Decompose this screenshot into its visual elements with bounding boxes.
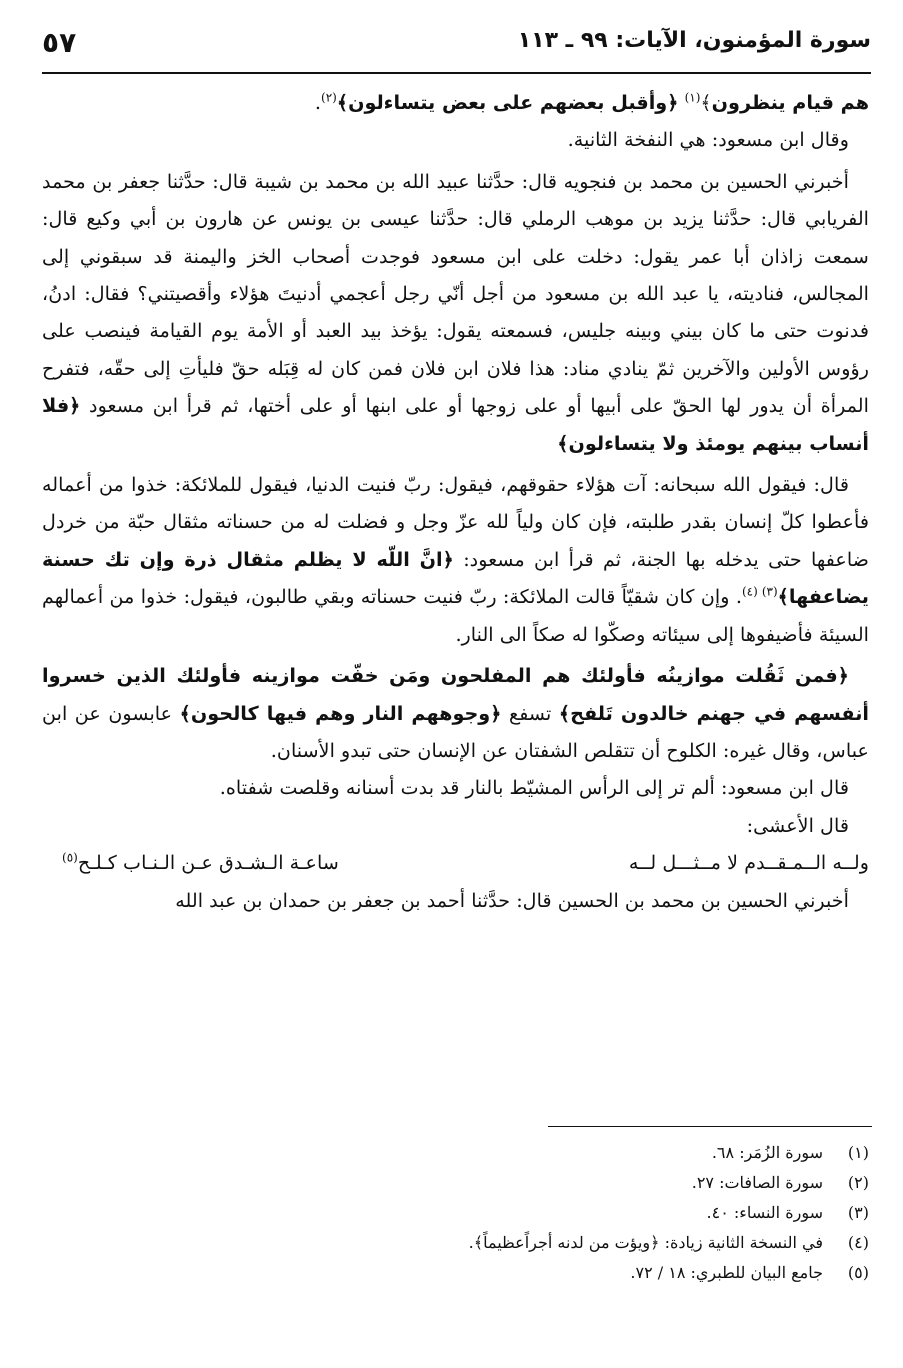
paragraph-1: هم قيام ينظرون﴾$^{(١)}$ ﴿وأقبل بعضهم على بعض يتساءلون﴾$^{(٢)}$. xyxy=(314,90,869,114)
footnote-item: (٢) سورة الصافات: ٢٧. xyxy=(691,1173,869,1192)
footnote-item: (٥) جامع البيان للطبري: ١٨ / ٧٢. xyxy=(630,1263,869,1282)
footnote-ref: (١) xyxy=(684,90,701,105)
quran-quote: ﴿انَّ اللّه لا يظلم مثقال ذرة وإن تك حسنة يضاعفها﴾ xyxy=(42,547,869,609)
verse-hemistich-left: ساعـة الـشـدق عـن الـنـاب كـلـح$^{(٥)}$ xyxy=(62,850,339,875)
footnotes xyxy=(42,1138,869,1288)
paragraph-5: ﴿فمن ثَقُلت موازينُه فأولئك هم المفلحون ومَن خفّت موازينه فأولئك الذين خسروا أنفسهم في جهنم خالدون تَلفح﴾ تسفع ﴿وجوههم النار وهم فيها كالحون﴾ عابسون عن ابن عباس، وقال غيره: الكلوح أن تتقلص الشفتان عن الإنسان حتى تبدو الأسنان. xyxy=(42,664,869,762)
footnote-item: (٣) سورة النساء: ٤٠. xyxy=(706,1203,869,1222)
paragraph-8: أخبرني الحسين بن محمد بن الحسين قال: حدَّثنا أحمد بن جعفر بن حمدان بن عبد الله xyxy=(175,888,849,912)
footnote-ref: (٣) (٤) xyxy=(741,584,778,599)
footnote-item: (٤) في النسخة الثانية زيادة: ﴿ويؤت من لدنه أجراًعظيماً﴾. xyxy=(468,1233,869,1252)
quran-quote: ﴿فمن ثَقُلت موازينُه فأولئك هم المفلحون ومَن خفّت موازينه فأولئك الذين خسروا أنفسهم في جهنم خالدون تَلفح﴾ xyxy=(42,664,869,725)
quran-quote: هم قيام ينظرون xyxy=(711,91,869,114)
paragraph-3: أخبرني الحسين بن محمد بن فنجويه قال: حدَّثنا عبيد الله بن محمد بن شيبة قال: حدَّثنا جعفر بن محمد الفريابي قال: حدَّثنا يزيد بن موهب الرملي قال: حدَّثنا عيسى بن يونس عن هارون بن أبي وكيع قال: سمعت زاذان أبا عمر يقول: دخلت على ابن مسعود فوجدت أصحاب الخز واليمنة قد سبقوني إلى المجالس، فناديته، يا عبد الله بن مسعود من أجل أنّي رجل أعجمي أدنيتَ هؤلاء وأقصيتني؟ فقال: ادنُ، فدنوت حتى ما كان بيني وبينه جليس، فسمعته يقول: يؤخذ بيد العبد أو الأمة يوم القيامة فينصب على رؤوس الأولين والآخرين ثمّ ينادي مناد: هذا فلان ابن فلان فمن كان له قِبَله حقّ فليأتِ إلى حقّه، فتفرح المرأة أن يدور لها الحقّ على أبيها أو على زوجها أو على ابنها أو على أختها، ثم قرأ ابن مسعود ﴿فلا أنساب بينهم يومئذ ولا يتساءلون﴾ xyxy=(42,169,869,455)
footnote-divider xyxy=(548,1126,872,1127)
paragraph-7: قال الأعشى: xyxy=(746,813,849,837)
footnote-ref: (٥) xyxy=(62,850,78,865)
paragraph-2: وقال ابن مسعود: هي النفخة الثانية. xyxy=(567,128,849,152)
footnote-ref: (٢) xyxy=(321,90,337,105)
quran-quote: ﴿وجوههم النار وهم فيها كالحون﴾ xyxy=(179,701,502,725)
running-title: سورة المؤمنون، الآيات: ٩٩ ـ ١١٣ xyxy=(517,28,871,53)
paragraph-4: قال: فيقول الله سبحانه: آت هؤلاء حقوقهم، فيقول: ربّ فنيت الدنيا، فيقول للملائكة: خذوا من أعماله فأعطوا كلّ إنسان بقدر طلبته، فإن كان ولياً لله عزّ وجل و فضلت له من حسناته مثقال حبّة من خردل ضاعفها حتى يدخله بها الجنة، ثم قرأ ابن مسعود: ﴿انَّ اللّه لا يظلم مثقال ذرة وإن تك حسنة يضاعفها﴾$^{(٣) (٤)}$. وإن كان شقيّاً قالت الملائكة: ربّ فنيت حسناته وبقي طالبون، فيقول: خذوا من أعمالهم السيئة فأضيفوها إلى سيئاته وصكّوا له صكاً الى النار. xyxy=(42,473,869,646)
quran-quote: ﴿وأقبل بعضهم على بعض يتساءلون﴾ xyxy=(336,91,679,114)
quran-quote: ﴿فلا أنساب بينهم يومئذ ولا يتساءلون﴾ xyxy=(42,394,869,455)
page-header xyxy=(42,26,871,74)
poetry-verse xyxy=(42,844,869,881)
main-text xyxy=(42,84,869,919)
paragraph-6: قال ابن مسعود: ألم تر إلى الرأس المشيّط بالنار قد بدت أسنانه وقلصت شفتاه. xyxy=(219,776,849,800)
page-number: ٥٧ xyxy=(42,26,77,59)
footnote-item: (١) سورة الزُمَر: ٦٨. xyxy=(711,1143,869,1162)
verse-hemistich-right: ولــه الــمـقــدم لا مــثـــل لــه xyxy=(628,851,869,875)
